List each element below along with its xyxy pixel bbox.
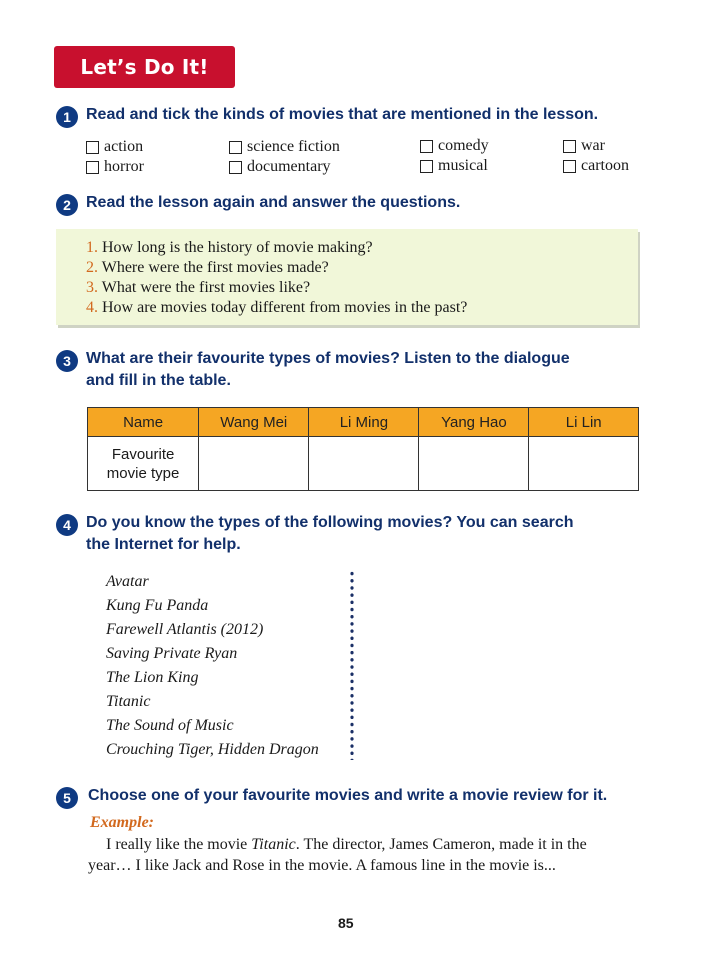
table-header: Yang Hao	[419, 408, 529, 437]
checkbox-science-fiction[interactable]	[229, 137, 340, 157]
section-3-instruction-line2: and fill in the table.	[86, 372, 231, 389]
answer-cell[interactable]	[309, 437, 419, 491]
checkbox-label: comedy	[438, 137, 489, 154]
checkbox-action[interactable]	[86, 137, 143, 157]
movie-title: The Lion King	[106, 669, 199, 686]
table-header: Li Lin	[529, 408, 639, 437]
movie-list	[106, 570, 319, 762]
checkbox-box[interactable]	[86, 161, 99, 174]
favourite-movies-table	[87, 407, 639, 491]
checkbox-label: war	[581, 137, 605, 154]
section-number-4: 4	[56, 514, 78, 536]
section-number-3: 3	[56, 350, 78, 372]
example-line-2: year… I like Jack and Rose in the movie. A famous line in the movie is...	[88, 857, 556, 874]
checkbox-musical[interactable]	[420, 156, 488, 176]
movie-title: The Sound of Music	[106, 717, 234, 734]
section-number-5: 5	[56, 787, 78, 809]
checkbox-war[interactable]	[563, 136, 605, 156]
answer-cell[interactable]	[419, 437, 529, 491]
checkbox-label: musical	[438, 157, 488, 174]
movie-title: Titanic	[106, 693, 151, 710]
checkbox-box[interactable]	[229, 141, 242, 154]
checkbox-label: science fiction	[247, 138, 340, 155]
checkbox-box[interactable]	[563, 160, 576, 173]
answer-cell[interactable]	[529, 437, 639, 491]
movie-title: Avatar	[106, 573, 149, 590]
table-header: Wang Mei	[199, 408, 309, 437]
section-5-instruction: Choose one of your favourite movies and write a movie review for it.	[88, 787, 608, 804]
movie-title: Crouching Tiger, Hidden Dragon	[106, 741, 319, 758]
movie-title: Farewell Atlantis (2012)	[106, 621, 264, 638]
checkbox-label: documentary	[247, 158, 331, 175]
checkbox-comedy[interactable]	[420, 136, 489, 156]
section-2-instruction: Read the lesson again and answer the questions.	[86, 194, 461, 211]
checkbox-documentary[interactable]	[229, 157, 331, 177]
example-label: Example:	[90, 814, 154, 831]
checkbox-box[interactable]	[420, 160, 433, 173]
section-1-instruction: Read and tick the kinds of movies that are mentioned in the lesson.	[86, 106, 599, 123]
question-item: 2. Where were the first movies made?	[86, 259, 329, 276]
checkbox-horror[interactable]	[86, 157, 144, 177]
row-label: Favourite movie type	[88, 437, 199, 491]
table-header: Name	[88, 408, 199, 437]
table-header-row	[88, 408, 639, 437]
example-line-1: I really like the movie Titanic. The director, James Cameron, made it in the	[106, 836, 587, 853]
table-header: Li Ming	[309, 408, 419, 437]
checkbox-label: horror	[104, 158, 144, 175]
checkbox-box[interactable]	[229, 161, 242, 174]
questions-box	[56, 229, 638, 325]
checkbox-label: cartoon	[581, 157, 629, 174]
page-number: 85	[338, 915, 354, 931]
section-3-instruction-line1: What are their favourite types of movies? Listen to the dialogue	[86, 350, 570, 367]
section-number-2: 2	[56, 194, 78, 216]
checkbox-box[interactable]	[86, 141, 99, 154]
checkbox-box[interactable]	[420, 140, 433, 153]
table-row	[88, 437, 639, 491]
movie-title: Saving Private Ryan	[106, 645, 238, 662]
movie-title: Kung Fu Panda	[106, 597, 209, 614]
section-4-instruction-line1: Do you know the types of the following movies? You can search	[86, 514, 574, 531]
section-number-1: 1	[56, 106, 78, 128]
checkbox-cartoon[interactable]	[563, 156, 629, 176]
question-item: 4. How are movies today different from movies in the past?	[86, 299, 468, 316]
checkbox-label: action	[104, 138, 144, 155]
section-banner: Let’s Do It!	[54, 46, 235, 88]
section-4-instruction-line2: the Internet for help.	[86, 536, 241, 553]
answer-cell[interactable]	[199, 437, 309, 491]
question-item: 3. What were the first movies like?	[86, 279, 311, 296]
dotted-divider	[348, 570, 356, 760]
checkbox-box[interactable]	[563, 140, 576, 153]
question-item: 1. How long is the history of movie making?	[86, 239, 373, 256]
